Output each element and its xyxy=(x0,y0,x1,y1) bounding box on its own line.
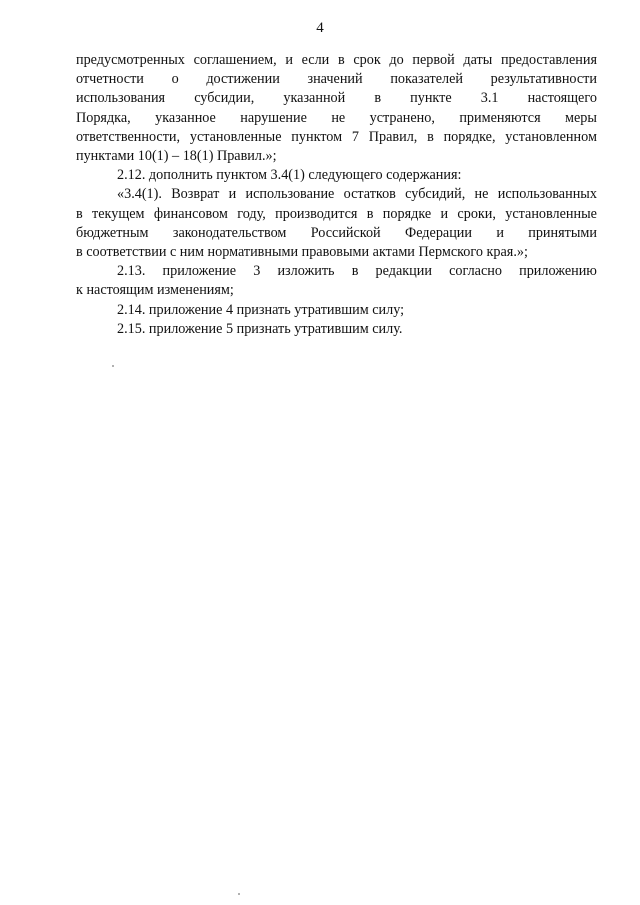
word: предусмотренных xyxy=(76,52,185,68)
word: и xyxy=(440,205,449,222)
word: использованных xyxy=(497,186,597,203)
word: отчетности xyxy=(76,71,144,88)
word: использование xyxy=(245,186,335,203)
word: финансовом xyxy=(153,205,228,222)
text-line: к настоящим изменениям; xyxy=(76,282,234,299)
word: пунктом xyxy=(291,128,343,145)
word: законодательством xyxy=(172,224,287,241)
word: меры xyxy=(565,109,597,126)
word: в xyxy=(366,205,374,222)
word: в xyxy=(76,205,83,222)
text-line: 2.12. дополнить пунктом 3.4(1) следующего содержания: xyxy=(117,167,462,184)
word: срок xyxy=(353,52,381,68)
text-line xyxy=(76,89,597,108)
word: настоящего xyxy=(527,90,597,107)
word: результативности xyxy=(490,71,597,88)
word: субсидии, xyxy=(194,90,255,107)
word: и xyxy=(228,186,237,203)
text-line: пунктами 10(1) – 18(1) Правил.»; xyxy=(76,148,277,165)
word: соглашением, xyxy=(193,52,277,68)
word: и xyxy=(496,224,504,241)
word: установленные xyxy=(189,128,282,145)
word: порядке, xyxy=(443,128,496,145)
word: достижении xyxy=(206,71,280,88)
word: принятыми xyxy=(528,224,597,241)
word: «3.4(1). xyxy=(117,186,162,203)
word: 2.13. xyxy=(117,263,146,280)
text-line xyxy=(76,205,597,224)
word: ответственности, xyxy=(76,128,181,145)
word: Федерации xyxy=(404,224,472,241)
word: согласно xyxy=(449,263,502,280)
word: Правил, xyxy=(368,128,418,145)
text-line xyxy=(76,109,597,128)
page-number: 4 xyxy=(316,20,324,36)
text-line xyxy=(76,262,597,281)
text-line xyxy=(76,51,597,70)
word: Российской xyxy=(310,224,381,241)
word: Возврат xyxy=(171,186,220,203)
word: не xyxy=(474,186,489,203)
word: году, xyxy=(237,205,266,222)
word: указанное xyxy=(155,109,216,126)
text-line: в соответствии с ним нормативными правовыми актами Пермского края.»; xyxy=(76,244,528,261)
text-line: 2.15. приложение 5 признать утратившим силу. xyxy=(117,320,403,337)
text-line: 2.14. приложение 4 признать утратившим силу; xyxy=(117,301,405,318)
word: первой xyxy=(412,52,455,68)
word: нарушение xyxy=(240,109,307,126)
word: 3.1 xyxy=(480,90,499,107)
word: в xyxy=(337,52,345,68)
word: предоставления xyxy=(500,52,597,68)
word: установленные xyxy=(505,205,597,222)
word: не xyxy=(331,109,346,126)
text-line xyxy=(76,70,597,89)
word: в xyxy=(374,90,382,107)
word: текущем xyxy=(92,205,145,222)
word: использования xyxy=(76,90,166,107)
word: если xyxy=(301,52,330,68)
word: и xyxy=(285,52,293,68)
word: указанной xyxy=(283,90,346,107)
word: пункте xyxy=(410,90,452,107)
word: порядке xyxy=(382,205,432,222)
word: субсидий, xyxy=(405,186,466,203)
word: приложение xyxy=(162,263,237,280)
word: сроки, xyxy=(457,205,496,222)
word: в xyxy=(427,128,434,145)
word: редакции xyxy=(375,263,432,280)
word: устранено, xyxy=(369,109,435,126)
word: производится xyxy=(275,205,358,222)
text-line xyxy=(76,128,597,147)
text-line xyxy=(76,185,597,204)
word: 7 xyxy=(351,128,359,145)
word: даты xyxy=(463,52,493,68)
word: бюджетным xyxy=(76,224,149,241)
word: в xyxy=(351,263,359,280)
word: приложению xyxy=(519,263,597,280)
word: о xyxy=(171,71,179,88)
word: применяются xyxy=(459,109,541,126)
word: Порядка, xyxy=(76,109,131,126)
word: значений xyxy=(307,71,363,88)
text-line xyxy=(76,224,597,243)
word: установленном xyxy=(505,128,597,145)
word: остатков xyxy=(343,186,396,203)
word: изложить xyxy=(277,263,335,280)
document-body xyxy=(76,51,597,339)
scan-speck xyxy=(238,893,240,895)
scan-speck xyxy=(112,365,114,367)
word: показателей xyxy=(390,71,463,88)
word: до xyxy=(389,52,404,68)
word: 3 xyxy=(253,263,261,280)
